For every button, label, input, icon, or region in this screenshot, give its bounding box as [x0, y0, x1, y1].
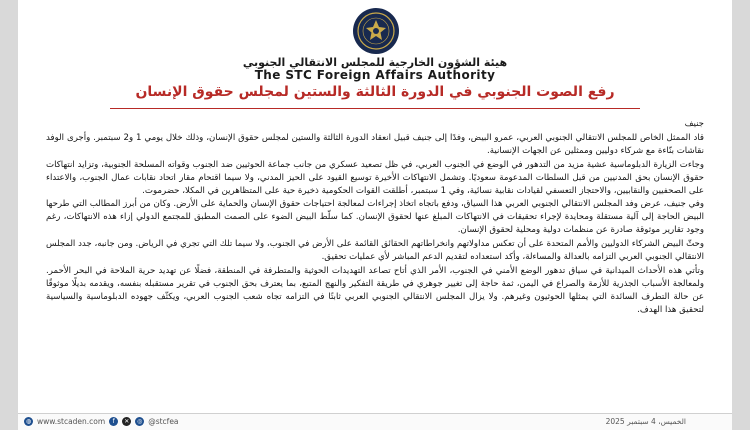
footer-bar: [18, 413, 732, 430]
paragraph: وحثّ البيض الشركاء الدوليين والأمم المتحدة على أن تعكس مداولاتهم وانخراطاتهم الحقائق القائمة على الأرض في الجنوب، ولا سيما تلك التي تجري في الرياض. ومن جانبه، جدد المجلس الانتقالي الجنوبي العربي التزامه بالعدالة والمساءلة، وأكد استعداده لتقديم الدعم المباشر لأي عمليات تحقيق.: [46, 239, 704, 263]
footer-date: الخميس، 4 سبتمبر 2025: [605, 417, 686, 426]
facebook-icon: f: [109, 417, 118, 426]
emblem-icon: [356, 11, 396, 51]
org-name-arabic: هيئة الشؤون الخارجية للمجلس الانتقالي الجنوبي: [242, 56, 508, 69]
instagram-icon: ◎: [137, 418, 143, 425]
globe-icon: ◍: [25, 418, 32, 425]
dateline: جنيف: [684, 119, 704, 129]
footer-contacts: [24, 417, 179, 426]
document-title: رفع الصوت الجنوبي في الدورة الثالثة والستين لمجلس حقوق الإنسان: [135, 84, 615, 100]
stc-emblem-logo: [353, 8, 399, 54]
org-name-english: The STC Foreign Affairs Authority: [254, 68, 496, 82]
article-body: [46, 118, 704, 318]
footer-website[interactable]: www.stcaden.com: [37, 417, 106, 426]
footer-handle[interactable]: @stcfea: [148, 417, 179, 426]
x-icon: ✕: [124, 418, 130, 425]
paragraph: وجاءت الزيارة الدبلوماسية عشية مزيد من التدهور في الوضع في الجنوب العربي، في ظل تصعيد عسكري من جانب جماعة الحوثيين ضد الجنوب وقواته المسلحة الجنوبية، وتزايد انتهاكات حقوق الإنسان بحق المدنيين من قبل السلطات المدعومة سعوديًا. وتشمل الانتهاكات الأخيرة توسيع القيود على الحيز المدني، ولا سيما اقتحام مقار اتحاد نقابات عمال الجنوب، والاعتداء على الصحفيين والنقابيين، والاحتجاز التعسفي لقيادات نقابية نسائية، وفي 1 سبتمبر، أطلقت القوات الحكومية ذخيرة حية على المتظاهرين في المكلا، حضرموت.: [46, 159, 704, 196]
paragraph: قاد الممثل الخاص للمجلس الانتقالي الجنوبي العربي، عمرو البيض، وفدًا إلى جنيف قبيل انعقاد الدورة الثالثة والستين لمجلس حقوق الإنسان، وذلك خلال يومي 1 و2 سبتمبر. وأجرى الوفد نقاشات بنّاءة مع شركاء دوليين وممثلين عن الجهات الإنسانية.: [46, 132, 705, 156]
paragraph: وفي جنيف، عرض وفد المجلس الانتقالي الجنوبي العربي هذا السياق، ودفع باتجاه اتخاذ إجراءات لمعالجة احتياجات حقوق الإنسان والحماية على الأرض. وكان من أبرز المطالب التي طرحها البيض الحاجة إلى آلية مستقلة ومحايدة لإجراء تحقيقات في الانتهاكات المبلغ عنها لحقوق الإنسان. كما سلّط البيض الضوء على الصمت المطبق للمجتمع الدولي إزاء هذه الانتهاكات، رغم وجود تقارير موثوقة صادرة عن منظمات دولية ومحلية لحقوق الإنسان.: [46, 199, 704, 236]
paragraph: وتأتي هذه الأحداث الميدانية في سياق تدهور الوضع الأمني في الجنوب، الأمر الذي أتاح تصاعد التهديدات الحوثية والمتطرفة في المنطقة، فضلًا عن تهديد حرية الملاحة في البحر الأحمر. ولمعالجة الأسباب الجذرية للأزمة والصراع في اليمن، ثمة حاجة إلى تغيير جوهري في طريقة التفكير والنهج المتبع، بما يعترف بحق الجنوب في تقرير مستقبله بنفسه، ويقدمه بديلًا موثوقًا عن حالة التطرف السائدة التي يمثلها الحوثيون وغيرهم. ولا يزال المجلس الانتقالي الجنوبي العربي ثابتًا في التزامه تجاه شعب الجنوب العربي، ويكثّف جهوده الدبلوماسية والسياسية لتحقيق هذا الهدف.: [46, 265, 704, 315]
title-divider: [110, 108, 640, 109]
document-page: [18, 0, 732, 430]
